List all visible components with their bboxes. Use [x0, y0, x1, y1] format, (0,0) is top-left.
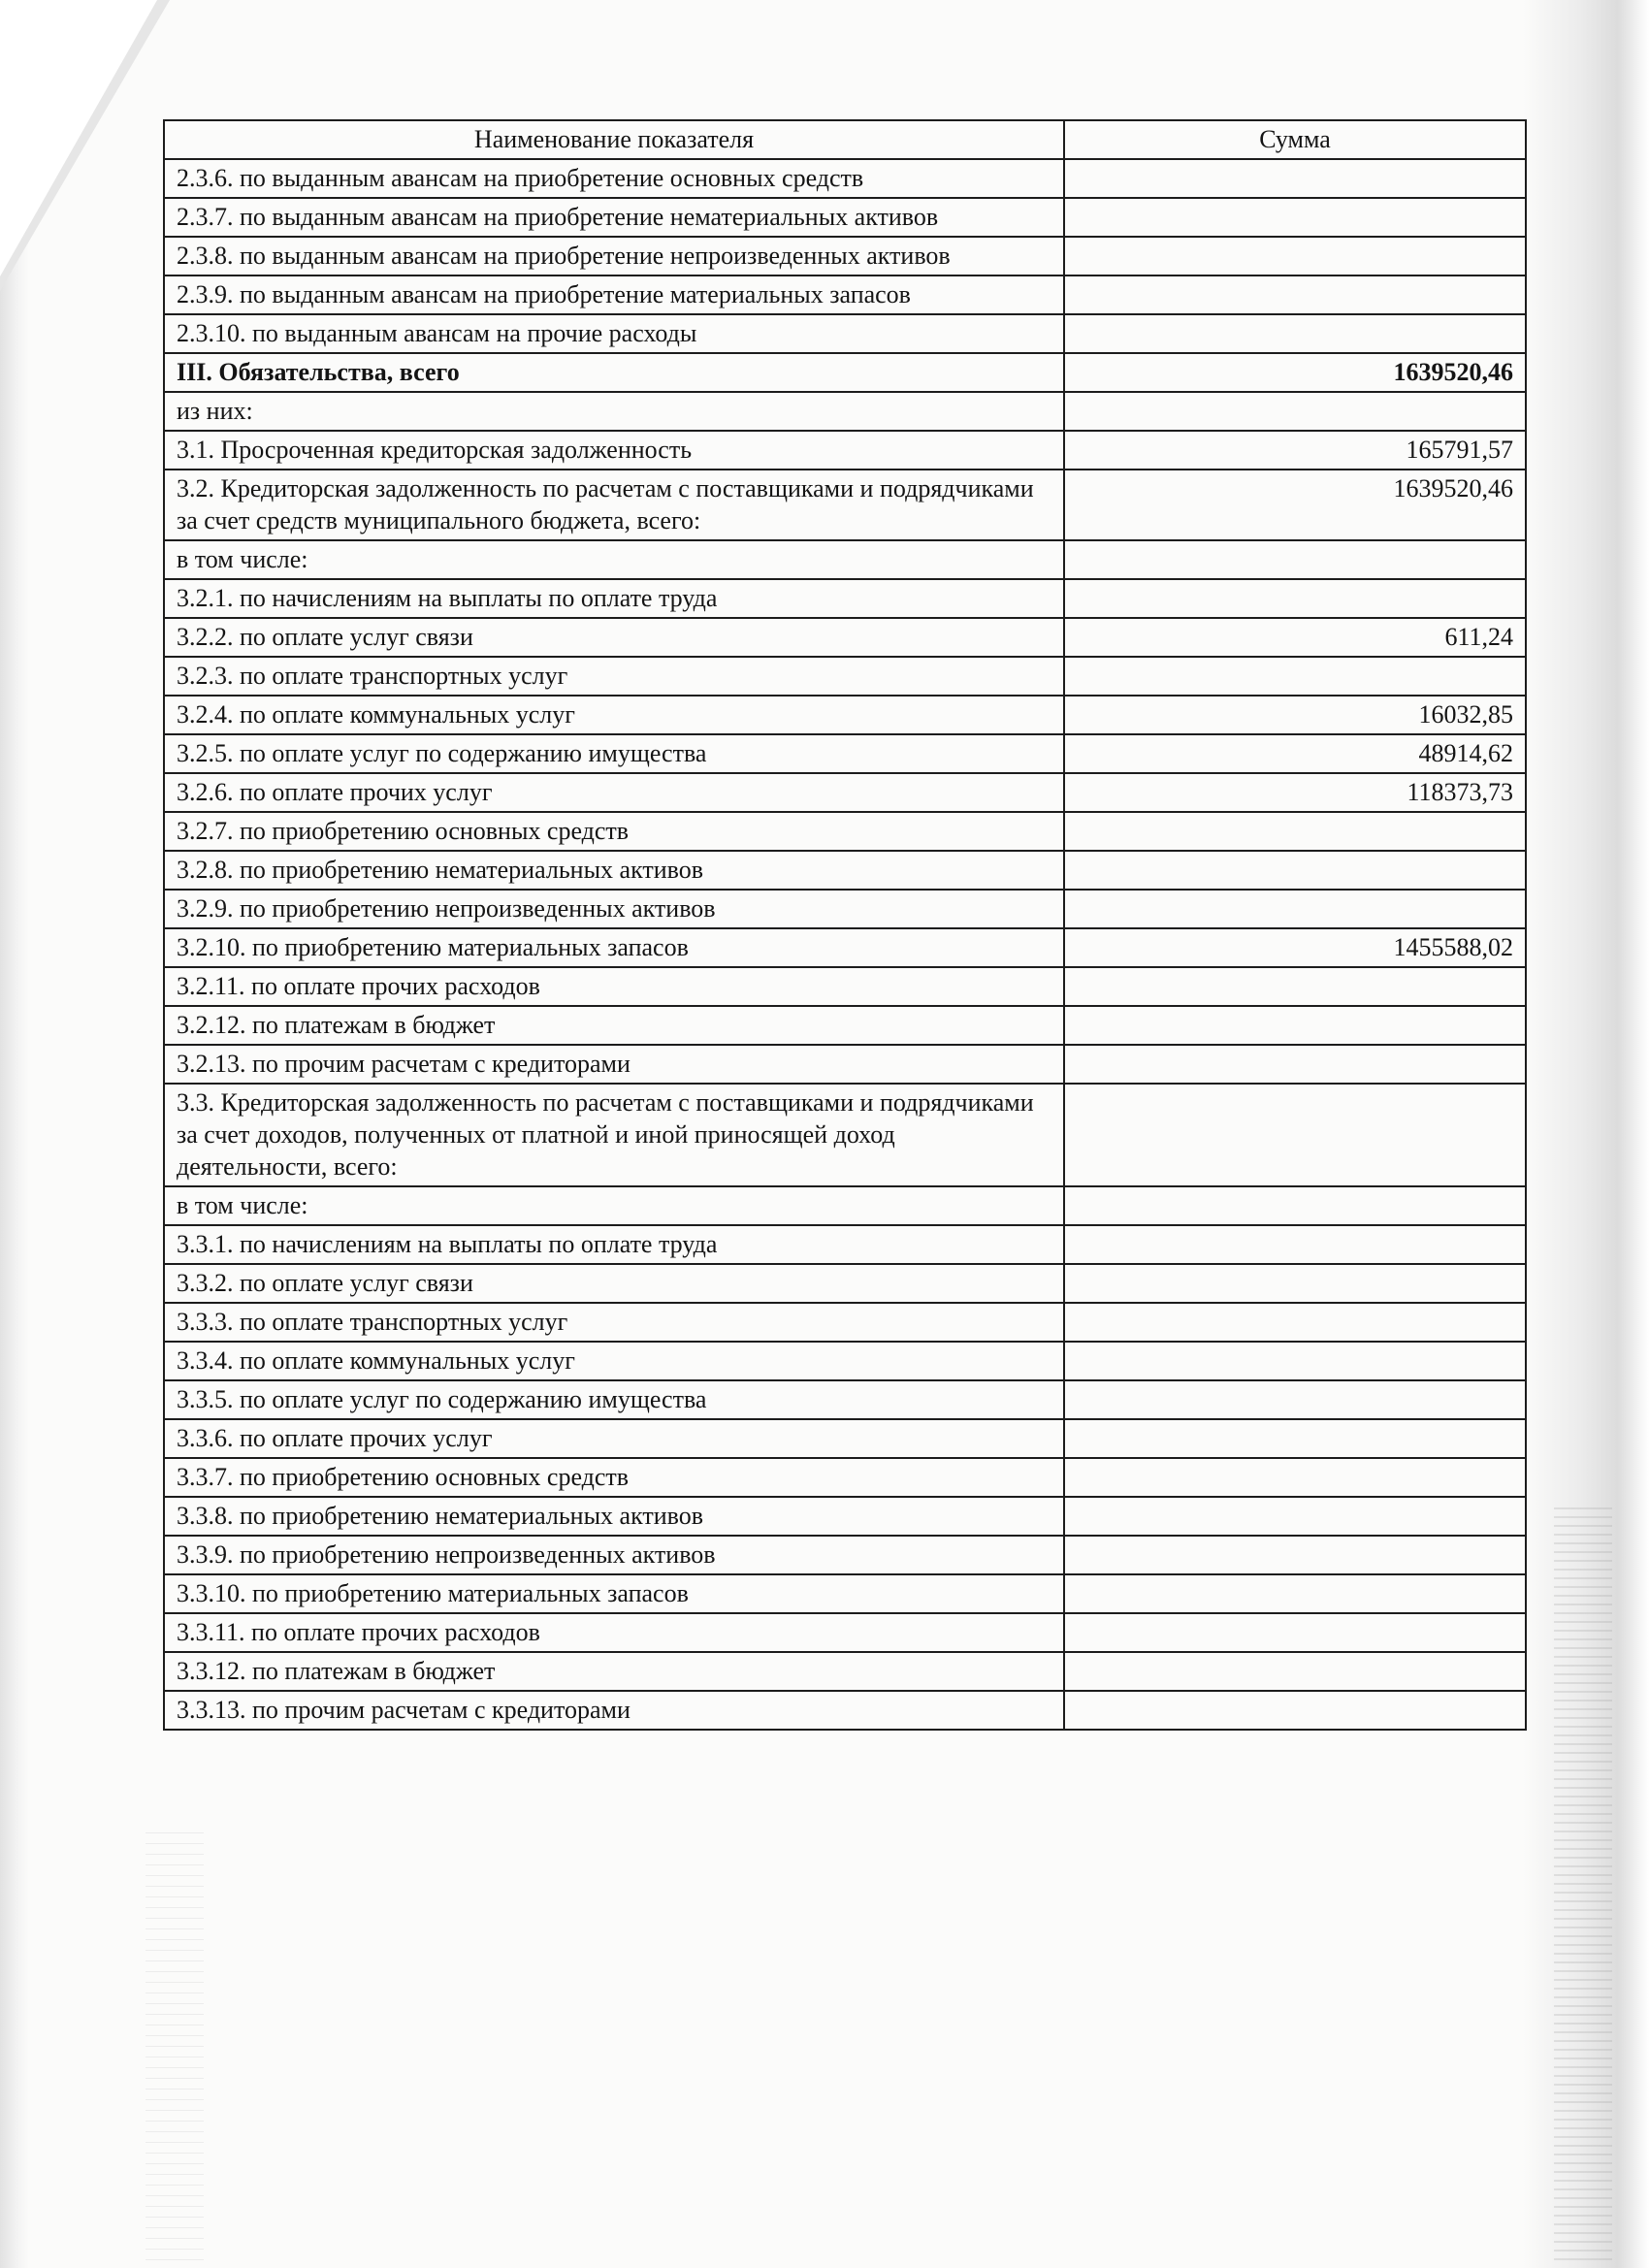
- table-row: [164, 890, 1526, 928]
- indicator-name-cell: 3.2.4. по оплате коммунальных услуг: [164, 696, 1064, 734]
- indicator-name-cell: в том числе:: [164, 540, 1064, 579]
- indicator-name-cell: 3.2.5. по оплате услуг по содержанию имущества: [164, 734, 1064, 773]
- indicator-name-cell: 2.3.10. по выданным авансам на прочие расходы: [164, 314, 1064, 353]
- sum-cell: 165791,57: [1064, 431, 1526, 470]
- table-row: [164, 618, 1526, 657]
- sum-cell: 48914,62: [1064, 734, 1526, 773]
- sum-cell: [1064, 275, 1526, 314]
- indicator-name-cell: в том числе:: [164, 1186, 1064, 1225]
- sum-cell: [1064, 1497, 1526, 1536]
- table-row: [164, 1536, 1526, 1574]
- sum-cell: [1064, 1419, 1526, 1458]
- scan-edge-left: [0, 0, 29, 2268]
- sum-cell: [1064, 1536, 1526, 1574]
- table-row: [164, 540, 1526, 579]
- sum-cell: [1064, 967, 1526, 1006]
- table-row: [164, 1574, 1526, 1613]
- sum-cell: [1064, 812, 1526, 851]
- sum-cell: [1064, 237, 1526, 275]
- table-row: [164, 431, 1526, 470]
- table-row: [164, 392, 1526, 431]
- indicator-name-cell: 3.3.3. по оплате транспортных услуг: [164, 1303, 1064, 1342]
- table-row: [164, 1006, 1526, 1045]
- table-row: [164, 1342, 1526, 1380]
- sum-cell: [1064, 1084, 1526, 1186]
- indicator-name-cell: 3.2.3. по оплате транспортных услуг: [164, 657, 1064, 696]
- sum-cell: [1064, 1613, 1526, 1652]
- indicator-name-cell: 3.3.12. по платежам в бюджет: [164, 1652, 1064, 1691]
- sum-cell: [1064, 198, 1526, 237]
- indicator-name-cell: 3.3.11. по оплате прочих расходов: [164, 1613, 1064, 1652]
- indicator-name-cell: 3.1. Просроченная кредиторская задолженность: [164, 431, 1064, 470]
- indicator-name-cell: 2.3.9. по выданным авансам на приобретение материальных запасов: [164, 275, 1064, 314]
- table-row: [164, 696, 1526, 734]
- indicator-name-cell: 3.3.4. по оплате коммунальных услуг: [164, 1342, 1064, 1380]
- table-row: [164, 1419, 1526, 1458]
- table-body: [164, 159, 1526, 1730]
- indicator-name-cell: 2.3.8. по выданным авансам на приобретение непроизведенных активов: [164, 237, 1064, 275]
- indicator-name-cell: 3.3.5. по оплате услуг по содержанию имущества: [164, 1380, 1064, 1419]
- sum-cell: [1064, 1264, 1526, 1303]
- indicator-name-cell: 3.3.1. по начислениям на выплаты по оплате труда: [164, 1225, 1064, 1264]
- indicator-name-cell: 3.3.8. по приобретению нематериальных активов: [164, 1497, 1064, 1536]
- table-row: [164, 1497, 1526, 1536]
- scan-noise-right: [1554, 1504, 1612, 2260]
- sum-cell: [1064, 657, 1526, 696]
- indicator-name-cell: 3.2.2. по оплате услуг связи: [164, 618, 1064, 657]
- indicator-name-cell: 3.2.1. по начислениям на выплаты по оплате труда: [164, 579, 1064, 618]
- table-header-row: [164, 120, 1526, 159]
- indicator-name-cell: 3.2.7. по приобретению основных средств: [164, 812, 1064, 851]
- sum-cell: [1064, 890, 1526, 928]
- sum-cell: [1064, 1342, 1526, 1380]
- indicator-name-cell: 3.3.2. по оплате услуг связи: [164, 1264, 1064, 1303]
- indicator-name-cell: 3.2.11. по оплате прочих расходов: [164, 967, 1064, 1006]
- sum-cell: [1064, 1458, 1526, 1497]
- table-row: [164, 657, 1526, 696]
- table-row: [164, 1264, 1526, 1303]
- indicator-name-cell: 3.3.9. по приобретению непроизведенных активов: [164, 1536, 1064, 1574]
- table-row: [164, 237, 1526, 275]
- table-row: [164, 353, 1526, 392]
- table-row: [164, 967, 1526, 1006]
- table-row: [164, 1613, 1526, 1652]
- table-row: [164, 1458, 1526, 1497]
- table-row: [164, 1084, 1526, 1186]
- sum-cell: [1064, 1006, 1526, 1045]
- table-row: [164, 851, 1526, 890]
- sum-cell: [1064, 1574, 1526, 1613]
- folded-corner-highlight: [0, 0, 157, 276]
- sum-cell: [1064, 851, 1526, 890]
- scan-noise-left: [146, 1824, 204, 2260]
- header-sum: Сумма: [1064, 120, 1526, 159]
- sum-cell: [1064, 1652, 1526, 1691]
- sum-cell: [1064, 1380, 1526, 1419]
- indicator-name-cell: 3.2.9. по приобретению непроизведенных активов: [164, 890, 1064, 928]
- sum-cell: [1064, 314, 1526, 353]
- table-row: [164, 734, 1526, 773]
- table-row: [164, 159, 1526, 198]
- table-row: [164, 1380, 1526, 1419]
- indicator-name-cell: 3.3.7. по приобретению основных средств: [164, 1458, 1064, 1497]
- indicator-name-cell: 3.3.13. по прочим расчетам с кредиторами: [164, 1691, 1064, 1730]
- sum-cell: 1639520,46: [1064, 470, 1526, 540]
- sum-cell: [1064, 159, 1526, 198]
- indicators-table: [163, 119, 1527, 1731]
- indicator-name-cell: 3.2. Кредиторская задолженность по расчетам с поставщиками и подрядчиками за счет средств муниципального бюджета, всего:: [164, 470, 1064, 540]
- sum-cell: [1064, 540, 1526, 579]
- indicator-name-cell: III. Обязательства, всего: [164, 353, 1064, 392]
- sum-cell: 16032,85: [1064, 696, 1526, 734]
- indicator-name-cell: 2.3.7. по выданным авансам на приобретение нематериальных активов: [164, 198, 1064, 237]
- table-row: [164, 1045, 1526, 1084]
- indicator-name-cell: 3.2.12. по платежам в бюджет: [164, 1006, 1064, 1045]
- header-indicator-name: Наименование показателя: [164, 120, 1064, 159]
- sum-cell: [1064, 579, 1526, 618]
- sum-cell: 1455588,02: [1064, 928, 1526, 967]
- table-row: [164, 1691, 1526, 1730]
- sum-cell: [1064, 1691, 1526, 1730]
- table-row: [164, 773, 1526, 812]
- indicator-name-cell: 3.3.10. по приобретению материальных запасов: [164, 1574, 1064, 1613]
- table-row: [164, 470, 1526, 540]
- indicator-name-cell: 3.2.13. по прочим расчетам с кредиторами: [164, 1045, 1064, 1084]
- indicator-name-cell: из них:: [164, 392, 1064, 431]
- sum-cell: [1064, 1045, 1526, 1084]
- table-row: [164, 1225, 1526, 1264]
- table-row: [164, 1303, 1526, 1342]
- sum-cell: 611,24: [1064, 618, 1526, 657]
- table-row: [164, 928, 1526, 967]
- indicator-name-cell: 3.3. Кредиторская задолженность по расчетам с поставщиками и подрядчиками за счет доходов, полученных от платной и иной приносящей доход деятельности, всего:: [164, 1084, 1064, 1186]
- sum-cell: 1639520,46: [1064, 353, 1526, 392]
- sum-cell: [1064, 392, 1526, 431]
- indicator-name-cell: 3.3.6. по оплате прочих услуг: [164, 1419, 1064, 1458]
- table-row: [164, 314, 1526, 353]
- table-row: [164, 1186, 1526, 1225]
- sum-cell: [1064, 1225, 1526, 1264]
- sum-cell: 118373,73: [1064, 773, 1526, 812]
- indicator-name-cell: 3.2.6. по оплате прочих услуг: [164, 773, 1064, 812]
- table-row: [164, 579, 1526, 618]
- table-row: [164, 198, 1526, 237]
- sum-cell: [1064, 1186, 1526, 1225]
- indicator-name-cell: 3.2.10. по приобретению материальных запасов: [164, 928, 1064, 967]
- table-row: [164, 275, 1526, 314]
- indicator-name-cell: 2.3.6. по выданным авансам на приобретение основных средств: [164, 159, 1064, 198]
- table-row: [164, 1652, 1526, 1691]
- sum-cell: [1064, 1303, 1526, 1342]
- table-row: [164, 812, 1526, 851]
- indicator-name-cell: 3.2.8. по приобретению нематериальных активов: [164, 851, 1064, 890]
